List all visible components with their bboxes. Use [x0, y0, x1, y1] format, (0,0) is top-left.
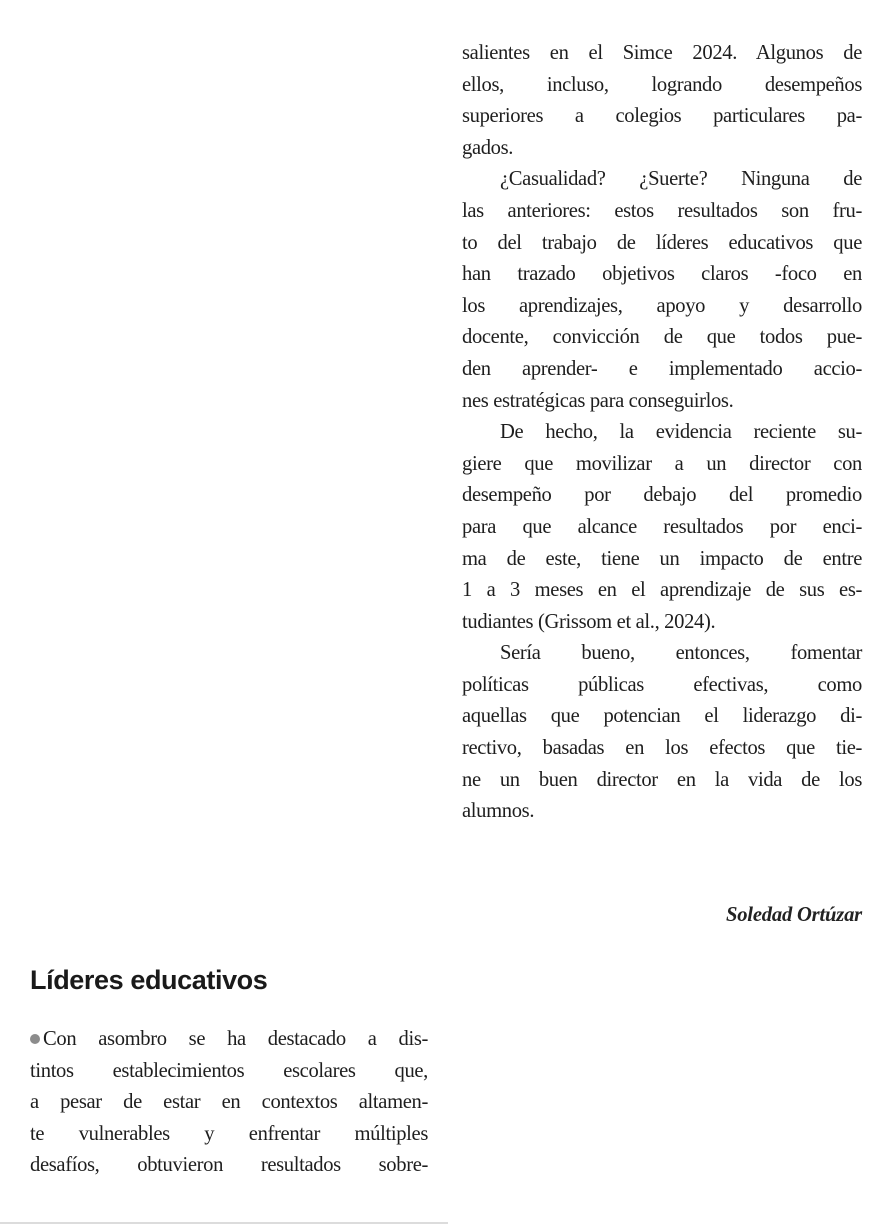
text-line: den aprender- e implementado accio- — [462, 357, 862, 380]
text-line: 1 a 3 meses en el aprendizaje de sus es- — [462, 579, 862, 602]
text-line: to del trabajo de líderes educativos que — [462, 231, 862, 254]
text-line: a pesar de estar en contextos altamen- — [30, 1091, 428, 1114]
text-line: alumnos. — [462, 800, 535, 823]
text-line: gados. — [462, 136, 514, 159]
author-signature: Soledad Ortúzar — [725, 904, 862, 926]
text-line: superiores a colegios particulares pa- — [462, 105, 862, 128]
paragraph-simce — [462, 38, 862, 164]
paragraph-evidencia — [462, 417, 862, 638]
text-line: nes estratégicas para conseguirlos. — [462, 389, 734, 412]
text-line: las anteriores: estos resultados son fru- — [462, 199, 862, 222]
text-line: De hecho, la evidencia reciente su- — [500, 421, 862, 444]
paragraph-politicas — [462, 638, 862, 828]
text-line: ma de este, tiene un impacto de entre — [462, 547, 862, 570]
text-line: rectivo, basadas en los efectos que tie- — [462, 737, 862, 760]
text-line: desempeño por debajo del promedio — [462, 484, 862, 507]
text-line: ¿Casualidad? ¿Suerte? Ninguna de — [500, 168, 862, 191]
text-line: han trazado objetivos claros -foco en — [462, 263, 862, 286]
text-line: políticas públicas efectivas, como — [462, 673, 862, 696]
text-line: docente, convicción de que todos pue- — [462, 326, 862, 349]
text-line: Sería bueno, entonces, fomentar — [500, 642, 862, 665]
text-line: giere que movilizar a un director con — [462, 452, 862, 475]
text-line: te vulnerables y enfrentar múltiples — [30, 1122, 428, 1145]
text-line: tintos establecimientos escolares que, — [30, 1059, 428, 1082]
text-line: ellos, incluso, logrando desempeños — [462, 73, 862, 96]
text-line: tudiantes (Grissom et al., 2024). — [462, 610, 716, 633]
column-divider — [0, 1222, 448, 1224]
article-headline: Líderes educativos — [30, 965, 268, 995]
text-line: ne un buen director en la vida de los — [462, 768, 862, 791]
right-column — [462, 38, 862, 828]
text-line: Con asombro se ha destacado a dis- — [43, 1028, 428, 1050]
left-column — [30, 1024, 428, 1182]
bullet-icon — [30, 1034, 40, 1044]
text-line-with-bullet — [30, 1024, 428, 1056]
text-line: desafíos, obtuvieron resultados sobre- — [30, 1154, 428, 1177]
text-line: los aprendizajes, apoyo y desarrollo — [462, 294, 862, 317]
text-line: para que alcance resultados por enci- — [462, 515, 862, 538]
paragraph-casualidad — [462, 164, 862, 417]
paragraph-intro — [30, 1024, 428, 1182]
text-line: salientes en el Simce 2024. Algunos de — [462, 42, 862, 64]
text-line: aquellas que potencian el liderazgo di- — [462, 705, 862, 728]
